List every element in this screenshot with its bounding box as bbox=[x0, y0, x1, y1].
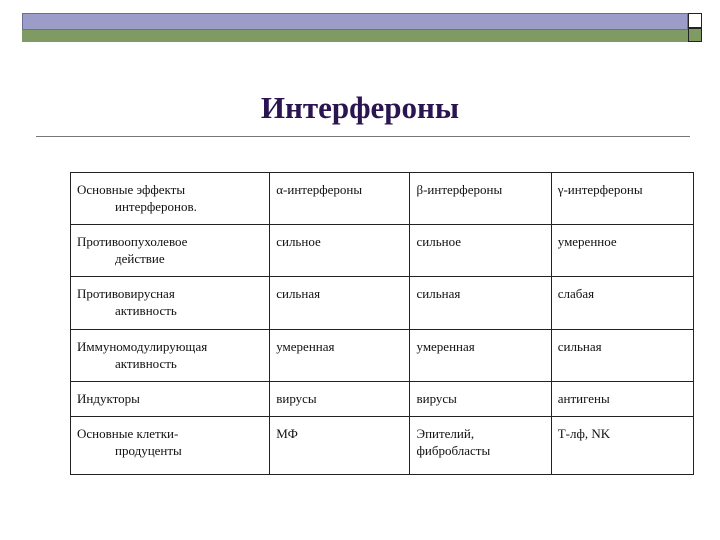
header-cell-alpha: α-интерфероны bbox=[270, 173, 410, 225]
row-label-line-1: Противовирусная bbox=[77, 286, 175, 301]
slide-title bbox=[0, 90, 720, 126]
table-row bbox=[71, 417, 694, 475]
title-divider bbox=[36, 136, 690, 137]
table-header-row bbox=[71, 173, 694, 225]
alpha-value-cell: сильное bbox=[270, 225, 410, 277]
interferon-table bbox=[70, 172, 694, 475]
header-accent-bar bbox=[22, 30, 688, 42]
row-label-cell bbox=[71, 225, 270, 277]
row-label-cell bbox=[71, 330, 270, 382]
beta-value-cell bbox=[410, 417, 551, 475]
row-label-cell bbox=[71, 382, 270, 417]
alpha-value-cell: сильная bbox=[270, 277, 410, 330]
row-label-line-2: действие bbox=[115, 251, 165, 266]
header-cell-gamma: γ-интерфероны bbox=[551, 173, 693, 225]
row-label-cell bbox=[71, 277, 270, 330]
row-label-cell bbox=[71, 417, 270, 475]
header-effects-line-2: интерферонов. bbox=[115, 199, 197, 214]
row-label-line-1: Иммуномодулирующая bbox=[77, 339, 208, 354]
beta-value-cell: умеренная bbox=[410, 330, 551, 382]
table-row bbox=[71, 330, 694, 382]
beta-value-line-2: фибробласты bbox=[416, 443, 491, 458]
alpha-value-cell: умеренная bbox=[270, 330, 410, 382]
row-label-line-2: активность bbox=[115, 303, 177, 318]
header-cell-beta: β-интерфероны bbox=[410, 173, 551, 225]
beta-value-cell: сильная bbox=[410, 277, 551, 330]
row-label-line-1: Основные клетки- bbox=[77, 426, 179, 441]
beta-value-cell: вирусы bbox=[410, 382, 551, 417]
header-cell-effects bbox=[71, 173, 270, 225]
header-bar bbox=[22, 13, 688, 30]
header-corner-square-top bbox=[688, 13, 702, 28]
gamma-value-cell: Т-лф, NK bbox=[551, 417, 693, 475]
alpha-value-cell: вирусы bbox=[270, 382, 410, 417]
table-row bbox=[71, 225, 694, 277]
row-label-line-2: активность bbox=[115, 356, 177, 371]
beta-value-line-1: Эпителий, bbox=[416, 426, 475, 441]
gamma-value-cell: сильная bbox=[551, 330, 693, 382]
row-label-line-1: Противоопухолевое bbox=[77, 234, 188, 249]
header-effects-line-1: Основные эффекты bbox=[77, 182, 186, 197]
beta-value-cell: сильное bbox=[410, 225, 551, 277]
table-row bbox=[71, 277, 694, 330]
row-label-line-2: продуценты bbox=[115, 443, 182, 458]
table-row bbox=[71, 382, 694, 417]
header-corner-square-bottom bbox=[688, 28, 702, 42]
row-label-line-1: Индукторы bbox=[77, 391, 140, 406]
alpha-value-cell: МФ bbox=[270, 417, 410, 475]
gamma-value-cell: умеренное bbox=[551, 225, 693, 277]
gamma-value-cell: слабая bbox=[551, 277, 693, 330]
gamma-value-cell: антигены bbox=[551, 382, 693, 417]
slide-title-text: Интерфероны bbox=[260, 90, 460, 125]
